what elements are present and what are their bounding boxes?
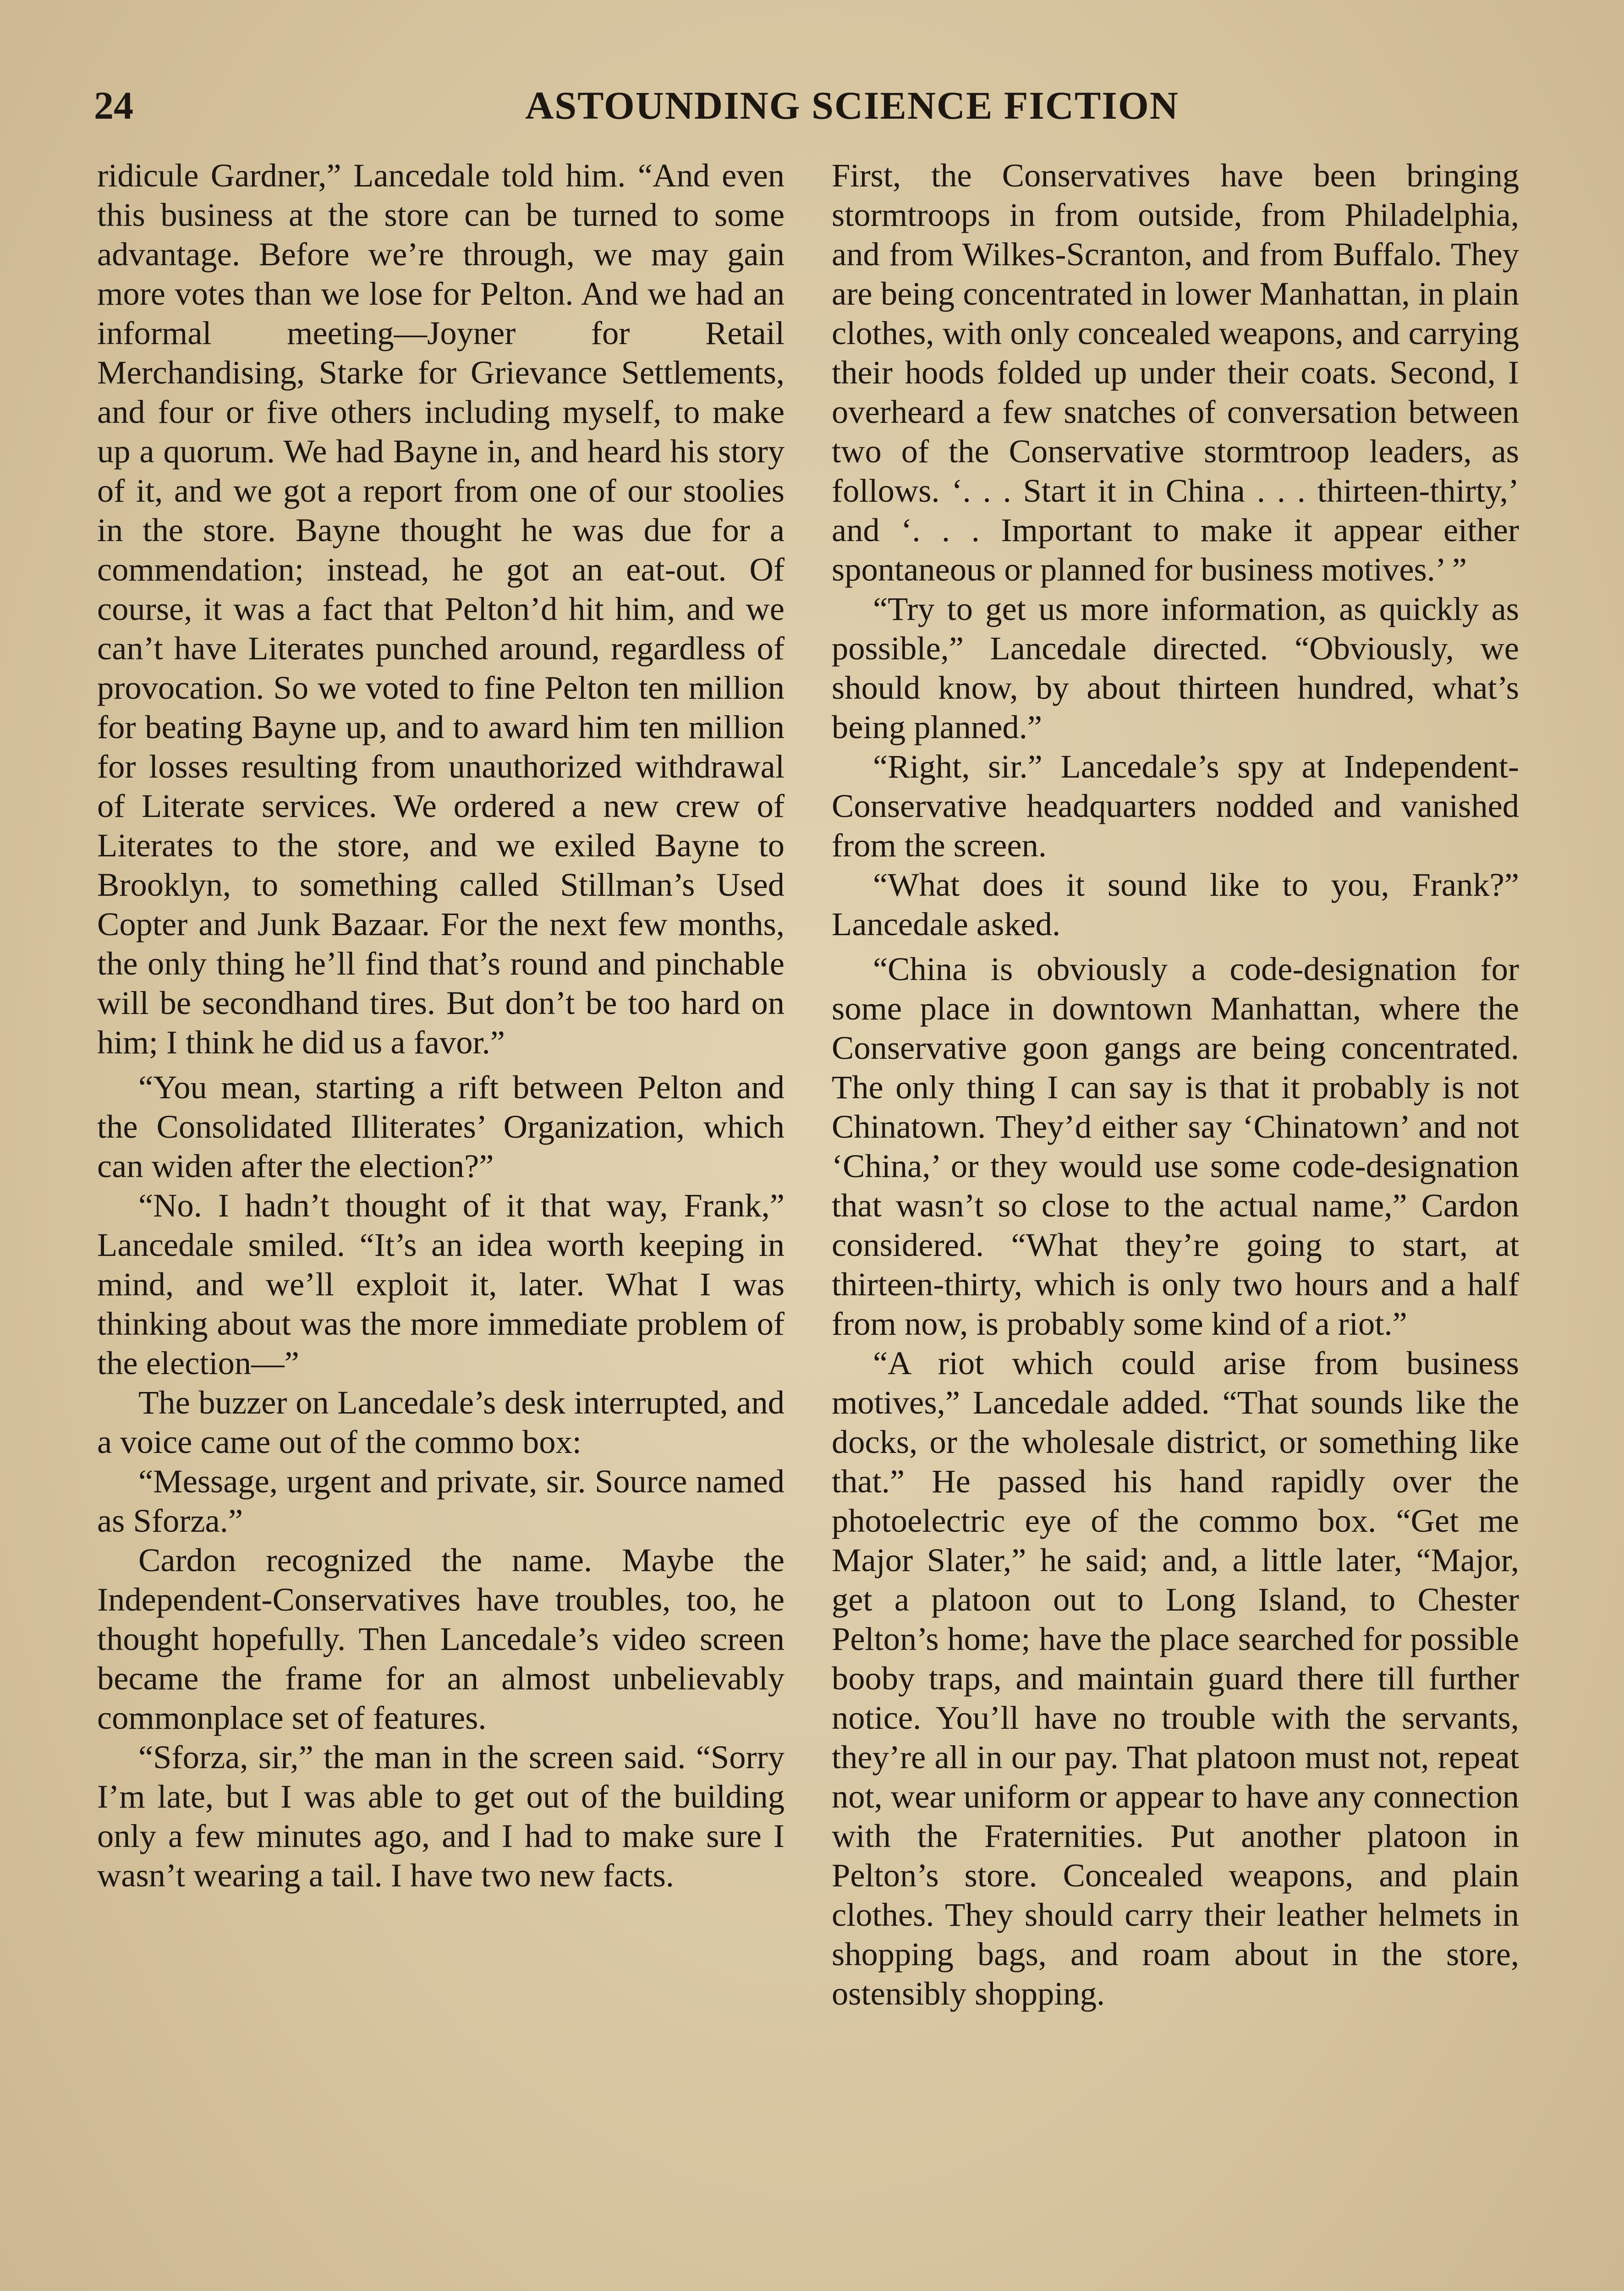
paragraph: The buzzer on Lancedale’s desk interrupted, and a voice came out of the commo box: — [97, 1384, 785, 1460]
right-column — [832, 156, 1519, 2291]
paragraph: “China is obviously a code-designation for some place in downtown Manhattan, where the Conservative goon gangs are being concentrated. The only thing I can say is that it probably is not Chinatown. They’d either say ‘Chinatown’ and not ‘China,’ or they would use some code-designation that wasn’t so close to the actual name,” Cardon considered. “What they’re going to start, at thirteen-thirty, which is only two hours and a half from now, is probably some kind of a riot.” — [832, 950, 1519, 1342]
paragraph: “Right, sir.” Lancedale’s spy at Independent-Conservative headquarters nodded and vanished from the screen. — [832, 748, 1519, 864]
left-column — [97, 156, 785, 2291]
paragraph: First, the Conservatives have been bringing stormtroops in from outside, from Philadelphia, and from Wilkes-Scranton, and from Buffalo. They are being concentrated in lower Manhattan, in plain clothes, with only concealed weapons, and carrying their hoods folded up under their coats. Second, I overheard a few snatches of conversation between two of the Conservative stormtroop leaders, as follows. ‘. . . Start it in China . . . thirteen-thirty,’ and ‘. . . Important to make it appear either spontaneous or planned for business motives.’ ” — [832, 157, 1519, 588]
paragraph: “Sforza, sir,” the man in the screen said. “Sorry I’m late, but I was able to get out of the building only a few minutes ago, and I had to make sure I wasn’t wearing a tail. I have two new facts. — [97, 1738, 785, 1894]
page-number: 24 — [94, 83, 133, 127]
paragraph: “What does it sound like to you, Frank?” Lancedale asked. — [832, 866, 1519, 943]
paragraph: “You mean, starting a rift between Pelton and the Consolidated Illiterates’ Organization, which can widen after the election?” — [97, 1069, 785, 1184]
paragraph: “Message, urgent and private, sir. Source named as Sforza.” — [97, 1463, 785, 1539]
paragraph: “Try to get us more information, as quickly as possible,” Lancedale directed. “Obviously, we should know, by about thirteen hundred, what’s being planned.” — [832, 590, 1519, 745]
paragraph: “No. I hadn’t thought of it that way, Frank,” Lancedale smiled. “It’s an idea worth keeping in mind, and we’ll exploit it, later. What I was thinking about was the more immediate problem of the election—” — [97, 1187, 785, 1381]
paragraph: “A riot which could arise from business motives,” Lancedale added. “That sounds like the docks, or the wholesale district, or something like that.” He passed his hand rapidly over the photoelectric eye of the commo box. “Get me Major Slater,” he said; and, a little later, “Major, get a platoon out to Long Island, to Chester Pelton’s home; have the place searched for possible booby traps, and maintain guard there till further notice. You’ll have no trouble with the servants, they’re all in our pay. That platoon must not, repeat not, wear uniform or appear to have any connection with the Fraternities. Put another platoon in Pelton’s store. Concealed weapons, and plain clothes. They should carry their leather helmets in shopping bags, and roam about in the store, ostensibly shopping. — [832, 1344, 1519, 2012]
paragraph: ridicule Gardner,” Lancedale told him. “And even this business at the store can be turned to some advantage. Before we’re through, we may gain more votes than we lose for Pelton. And we had an informal meeting—Joyner for Retail Merchandising, Starke for Grievance Settlements, and four or five others including myself, to make up a quorum. We had Bayne in, and heard his story of it, and we got a report from one of our stoolies in the store. Bayne thought he was due for a commendation; instead, he got an eat-out. Of course, it was a fact that Pelton’d hit him, and we can’t have Literates punched around, regardless of provocation. So we voted to fine Pelton ten million for beating Bayne up, and to award him ten million for losses resulting from unauthorized withdrawal of Literate services. We ordered a new crew of Literates to the store, and we exiled Bayne to Brooklyn, to something called Stillman’s Used Copter and Junk Bazaar. For the next few months, the only thing he’ll find that’s round and pinchable will be secondhand tires. But don’t be too hard on him; I think he did us a favor.” — [97, 157, 785, 1061]
page-header — [94, 80, 1551, 131]
running-head: ASTOUNDING SCIENCE FICTION — [525, 83, 1179, 127]
paragraph: Cardon recognized the name. Maybe the Independent-Conservatives have troubles, too, he thought hopefully. Then Lancedale’s video screen became the frame for an almost unbelievably commonplace set of features. — [97, 1541, 785, 1736]
